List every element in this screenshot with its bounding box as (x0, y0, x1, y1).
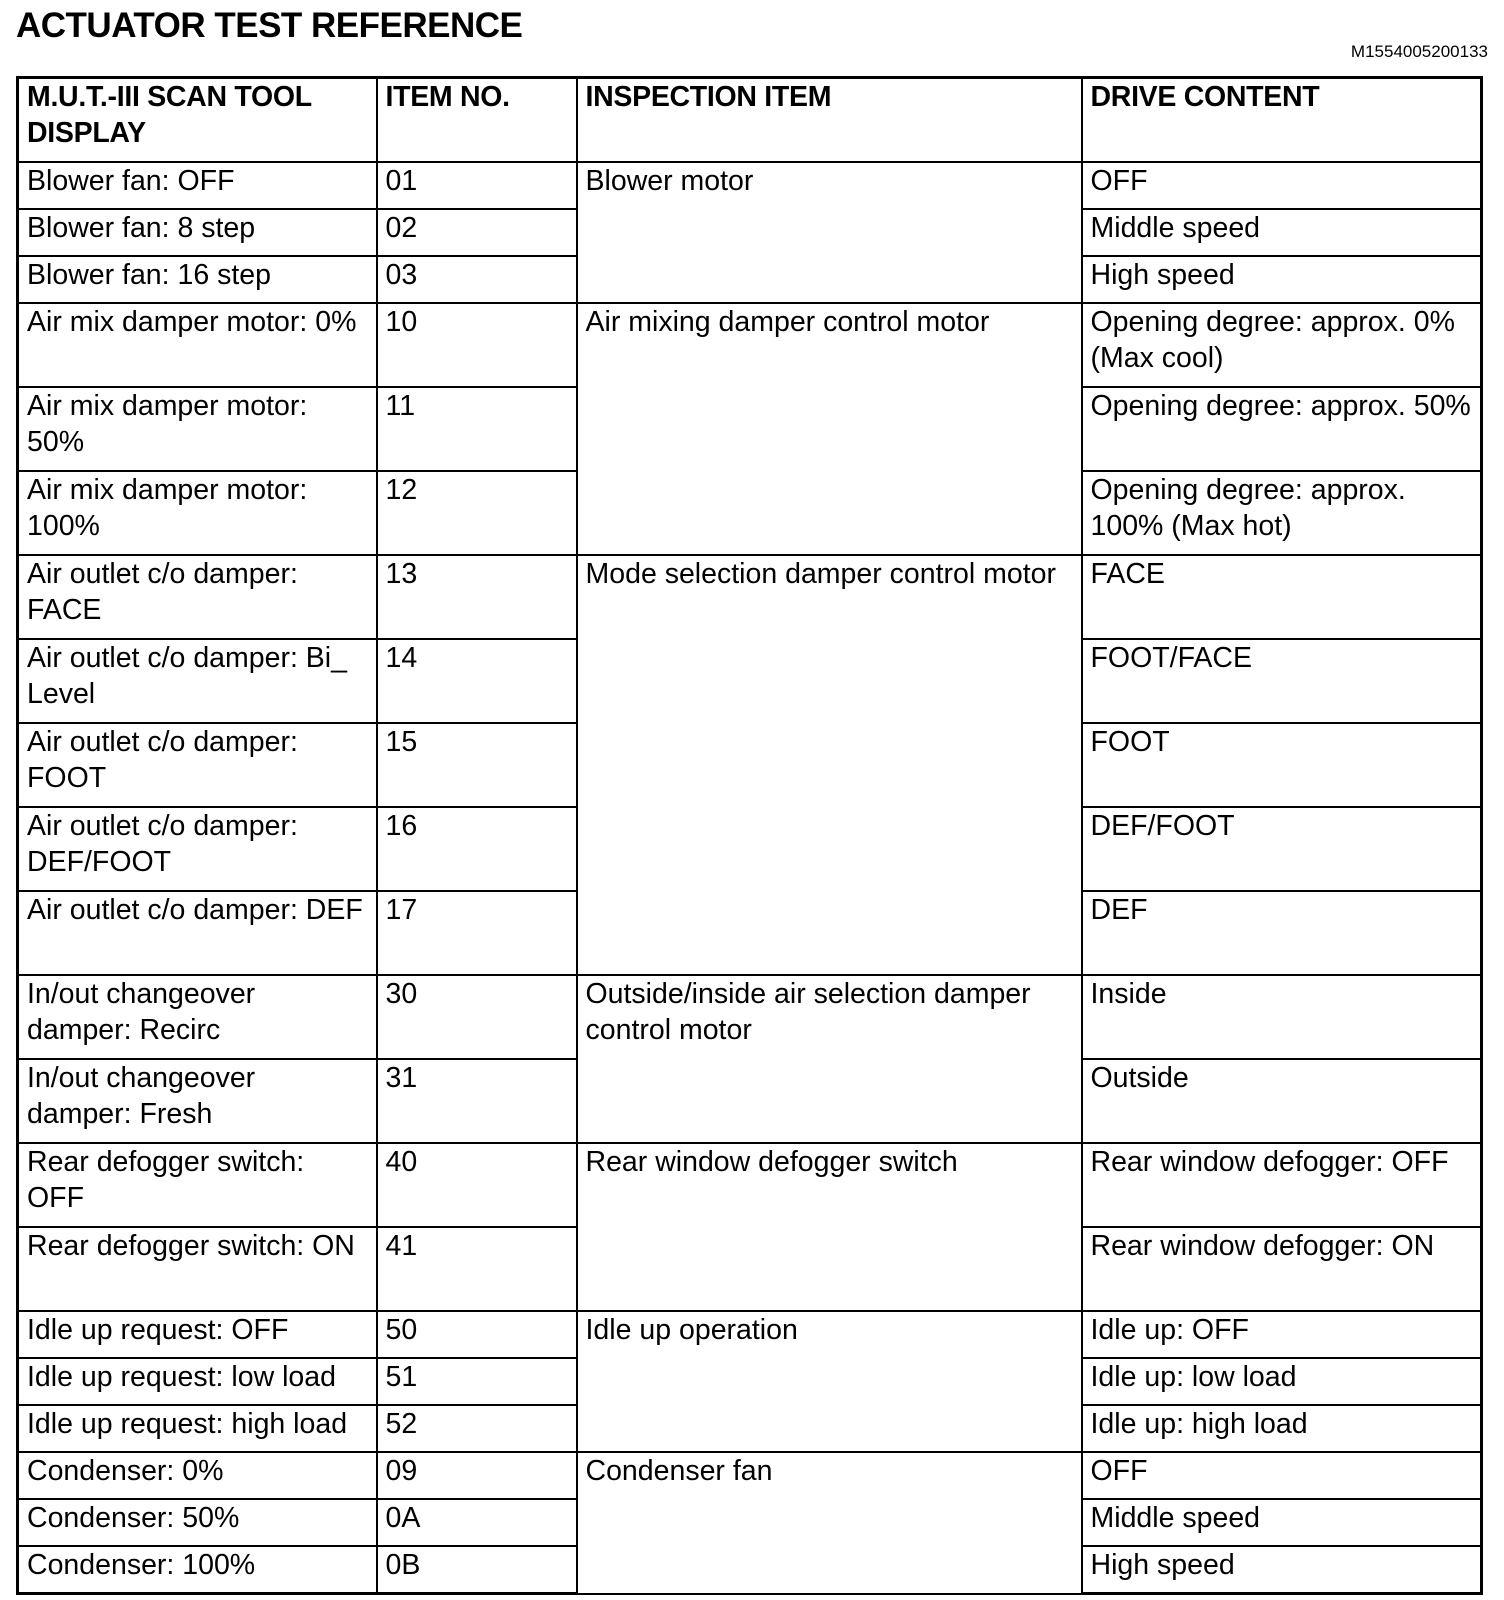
cell-drive-content: Idle up: OFF (1082, 1311, 1482, 1358)
table-row (18, 975, 1482, 1059)
cell-item-no: 03 (377, 256, 577, 303)
cell-item-no: 02 (377, 209, 577, 256)
cell-inspection-item: Idle up operation (577, 1311, 1082, 1452)
cell-item-no: 12 (377, 471, 577, 555)
cell-inspection-item: Rear window defogger switch (577, 1143, 1082, 1311)
cell-item-no: 0B (377, 1546, 577, 1594)
cell-display: Air outlet c/o damper: FACE (18, 555, 377, 639)
cell-display: Air outlet c/o damper: Bi_ Level (18, 639, 377, 723)
cell-drive-content: High speed (1082, 256, 1482, 303)
cell-item-no: 40 (377, 1143, 577, 1227)
cell-item-no: 11 (377, 387, 577, 471)
cell-display: Blower fan: 8 step (18, 209, 377, 256)
cell-drive-content: Rear window defogger: OFF (1082, 1143, 1482, 1227)
cell-drive-content: Middle speed (1082, 209, 1482, 256)
cell-display: Blower fan: 16 step (18, 256, 377, 303)
table-row (18, 162, 1482, 209)
cell-display: Idle up request: low load (18, 1358, 377, 1405)
cell-display: Blower fan: OFF (18, 162, 377, 209)
cell-drive-content: FACE (1082, 555, 1482, 639)
cell-display: Rear defogger switch: OFF (18, 1143, 377, 1227)
table-row (18, 303, 1482, 387)
cell-drive-content: Rear window defogger: ON (1082, 1227, 1482, 1311)
cell-drive-content: OFF (1082, 1452, 1482, 1499)
cell-item-no: 17 (377, 891, 577, 975)
cell-drive-content: Idle up: low load (1082, 1358, 1482, 1405)
cell-item-no: 41 (377, 1227, 577, 1311)
cell-inspection-item: Mode selection damper control motor (577, 555, 1082, 975)
actuator-test-table (16, 76, 1483, 1595)
column-header-drive-content: DRIVE CONTENT (1082, 78, 1482, 163)
cell-drive-content: Opening degree: approx. 100% (Max hot) (1082, 471, 1482, 555)
table-row (18, 555, 1482, 639)
cell-display: Condenser: 100% (18, 1546, 377, 1594)
cell-display: Air outlet c/o damper: FOOT (18, 723, 377, 807)
cell-item-no: 14 (377, 639, 577, 723)
cell-drive-content: OFF (1082, 162, 1482, 209)
cell-display: Idle up request: OFF (18, 1311, 377, 1358)
cell-display: Idle up request: high load (18, 1405, 377, 1452)
cell-display: Air mix damper motor: 50% (18, 387, 377, 471)
cell-inspection-item: Condenser fan (577, 1452, 1082, 1594)
cell-display: Condenser: 0% (18, 1452, 377, 1499)
cell-drive-content: Outside (1082, 1059, 1482, 1143)
cell-drive-content: DEF (1082, 891, 1482, 975)
cell-drive-content: Inside (1082, 975, 1482, 1059)
cell-drive-content: Opening degree: approx. 50% (1082, 387, 1482, 471)
cell-item-no: 15 (377, 723, 577, 807)
cell-item-no: 16 (377, 807, 577, 891)
cell-item-no: 09 (377, 1452, 577, 1499)
cell-display: Rear defogger switch: ON (18, 1227, 377, 1311)
cell-inspection-item: Outside/inside air selection damper control motor (577, 975, 1082, 1143)
cell-drive-content: Idle up: high load (1082, 1405, 1482, 1452)
cell-inspection-item: Blower motor (577, 162, 1082, 303)
cell-item-no: 0A (377, 1499, 577, 1546)
table-row (18, 1452, 1482, 1499)
document-id: M1554005200133 (1350, 42, 1488, 61)
cell-display: Air outlet c/o damper: DEF (18, 891, 377, 975)
cell-drive-content: FOOT (1082, 723, 1482, 807)
page-title: ACTUATOR TEST REFERENCE (16, 6, 523, 45)
cell-item-no: 31 (377, 1059, 577, 1143)
cell-drive-content: Opening degree: approx. 0% (Max cool) (1082, 303, 1482, 387)
cell-display: Air outlet c/o damper: DEF/FOOT (18, 807, 377, 891)
cell-item-no: 52 (377, 1405, 577, 1452)
cell-drive-content: FOOT/FACE (1082, 639, 1482, 723)
table-header-row (18, 78, 1482, 163)
cell-item-no: 01 (377, 162, 577, 209)
column-header-inspection-item: INSPECTION ITEM (577, 78, 1082, 163)
column-header-display: M.U.T.-III SCAN TOOL DISPLAY (18, 78, 377, 163)
cell-display: Air mix damper motor: 0% (18, 303, 377, 387)
cell-display: In/out changeover damper: Fresh (18, 1059, 377, 1143)
table-row (18, 1143, 1482, 1227)
cell-drive-content: Middle speed (1082, 1499, 1482, 1546)
cell-item-no: 13 (377, 555, 577, 639)
table-row (18, 1311, 1482, 1358)
cell-inspection-item: Air mixing damper control motor (577, 303, 1082, 555)
cell-display: Air mix damper motor: 100% (18, 471, 377, 555)
cell-display: In/out changeover damper: Recirc (18, 975, 377, 1059)
cell-drive-content: DEF/FOOT (1082, 807, 1482, 891)
cell-item-no: 30 (377, 975, 577, 1059)
cell-item-no: 50 (377, 1311, 577, 1358)
cell-item-no: 10 (377, 303, 577, 387)
column-header-item-no: ITEM NO. (377, 78, 577, 163)
cell-drive-content: High speed (1082, 1546, 1482, 1594)
cell-item-no: 51 (377, 1358, 577, 1405)
cell-display: Condenser: 50% (18, 1499, 377, 1546)
